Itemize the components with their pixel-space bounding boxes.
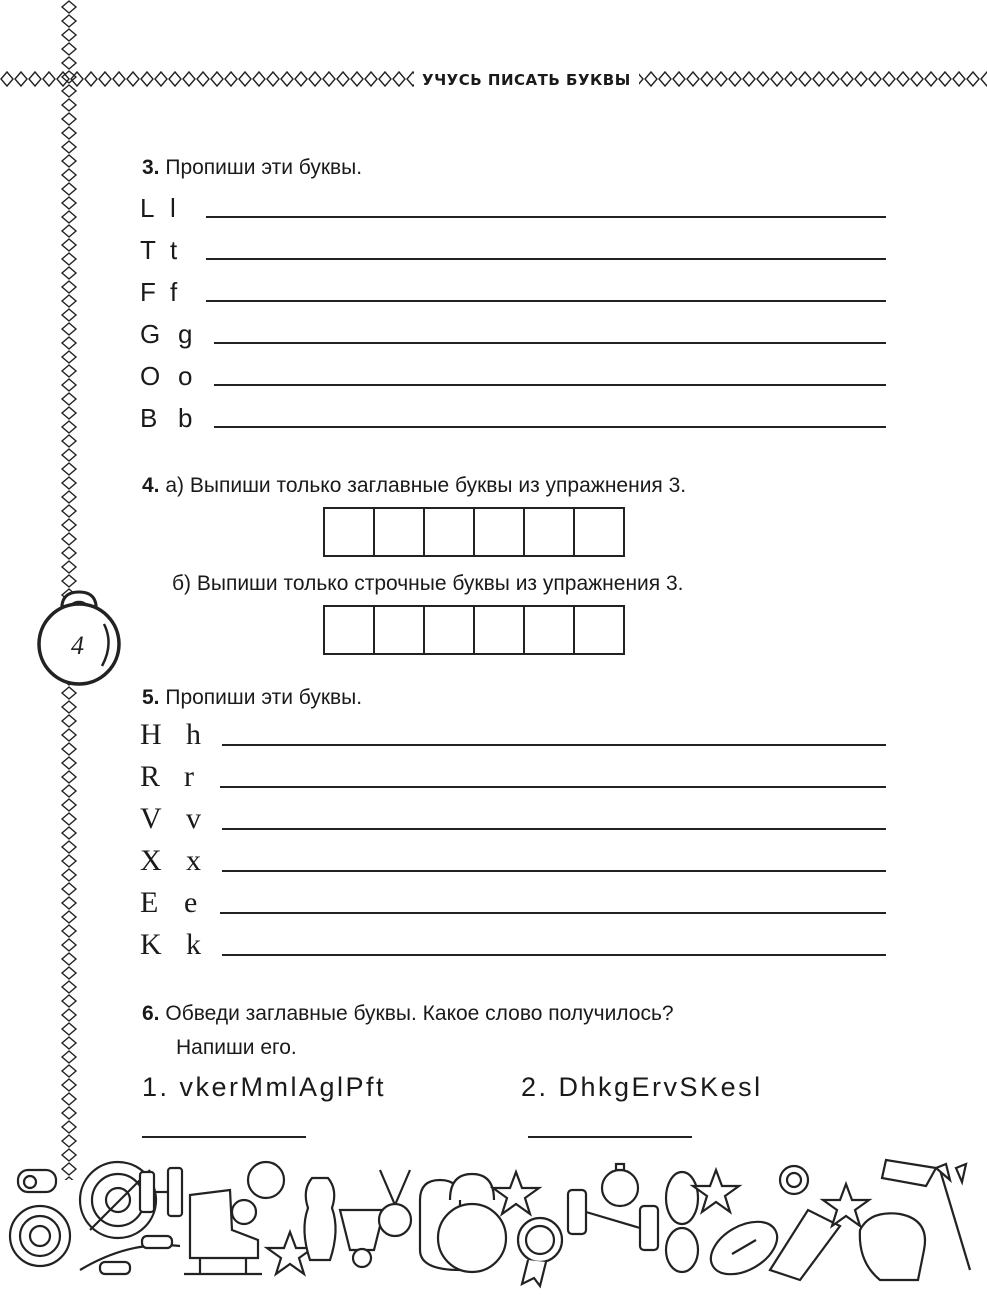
answer-box[interactable] [575,607,623,653]
writing-line[interactable] [214,426,886,428]
answer-box[interactable] [425,607,475,653]
uppercase-letter: E [140,886,159,919]
uppercase-letter: K [140,928,162,961]
uppercase-letter: G [140,319,161,349]
uppercase-letter: H [140,718,162,751]
exercise-4-title [142,474,686,498]
bowling-pin-icon [304,1178,335,1260]
uppercase-letter: T [140,235,156,265]
flipper-icon [770,1210,840,1280]
writing-row [140,316,886,350]
writing-row [140,844,886,878]
exercise-4a-text: а) Выпиши только заглавные буквы из упражнения 3. [165,474,687,497]
writing-line[interactable] [222,828,886,830]
answer-box[interactable] [325,607,375,653]
writing-line[interactable] [220,912,886,914]
answer-box[interactable] [525,509,575,555]
answer-box[interactable] [375,607,425,653]
uppercase-letter: R [140,760,161,793]
writing-row [140,886,886,920]
dart-icon [936,1164,970,1270]
lowercase-letter: e [184,886,198,919]
exercise-6-text: Обведи заглавные буквы. Какое слово получилось? [165,1002,674,1025]
uppercase-answer-boxes [323,507,625,557]
exercise-3-number: 3. [142,156,160,179]
writing-line[interactable] [222,870,886,872]
medal-icon [379,1170,411,1236]
lowercase-letter: b [178,403,193,433]
lowercase-letter: v [186,802,201,835]
page-number: 4 [71,631,84,660]
writing-line[interactable] [206,258,886,260]
writing-row [140,400,886,434]
lowercase-letter: h [186,718,201,751]
whistle-icon [18,1170,56,1192]
writing-row [140,928,886,962]
writing-line[interactable] [206,216,886,218]
shuttlecock-icon [340,1210,384,1267]
boxing-glove-icon [860,1213,925,1280]
stopwatch-icon [602,1164,638,1206]
answer-box[interactable] [425,509,475,555]
uppercase-letter: B [140,403,158,433]
writing-line[interactable] [220,786,886,788]
jump-rope-icon [80,1236,180,1274]
writing-row [140,760,886,794]
kettlebell-page-number-icon [24,582,134,692]
exercise-4b-text: б) Выпиши только строчные буквы из упражнения 3. [172,572,684,595]
lowercase-letter: g [178,319,193,349]
lowercase-letter: l [170,193,176,223]
lowercase-letter: o [178,361,193,391]
lowercase-letter: k [186,928,201,961]
writing-row [140,190,886,224]
exercise-5-text: Пропиши эти буквы. [165,686,363,709]
ball-icon [232,1200,256,1224]
exercise-4-number: 4. [142,474,160,497]
exercise-6-number: 6. [142,1002,160,1025]
writing-row [140,802,886,836]
uppercase-letter: X [140,844,162,877]
answer-box[interactable] [475,509,525,555]
answer-box[interactable] [575,509,623,555]
answer-box[interactable] [475,607,525,653]
writing-row [140,232,886,266]
answer-line-2[interactable] [528,1136,692,1138]
lowercase-letter: x [186,844,201,877]
exercise-6-title [142,1002,674,1026]
lowercase-letter: t [170,235,178,265]
lowercase-answer-boxes [323,605,625,655]
letter-sequence-2: 2. DhkgErvSKesl [521,1072,763,1102]
exercise-3-text: Пропиши эти буквы. [165,156,363,179]
answer-box[interactable] [525,607,575,653]
star-icon [493,1172,539,1214]
uppercase-letter: O [140,361,161,391]
sports-doodles-footer [0,1150,987,1290]
lowercase-letter: r [184,760,194,793]
answer-box[interactable] [325,509,375,555]
football-icon [702,1211,786,1285]
uppercase-letter: V [140,802,162,835]
spiral-icon [10,1206,70,1266]
writing-row [140,718,886,752]
writing-line[interactable] [222,954,886,956]
answer-box[interactable] [375,509,425,555]
uppercase-letter: F [140,277,156,307]
uppercase-letter: L [140,193,155,223]
writing-row [140,358,886,392]
spiral-icon [780,1166,808,1194]
writing-line[interactable] [222,744,886,746]
writing-line[interactable] [214,342,886,344]
star-icon [693,1170,739,1212]
exercise-5-title [142,686,362,710]
award-ribbon-icon [518,1218,562,1286]
page-header-title: УЧУСЬ ПИСАТЬ БУКВЫ [414,70,639,90]
dumbbell-icon [140,1168,182,1216]
exercise-6-text-line2: Напиши его. [176,1036,297,1059]
writing-row [140,274,886,308]
lowercase-letter: f [170,277,178,307]
exercise-5-number: 5. [142,686,160,709]
letter-sequence-1: 1. vkerMmlAglPft [142,1072,387,1102]
writing-line[interactable] [214,384,886,386]
exercise-3-title [142,156,362,180]
tennis-ball-icon [248,1162,284,1198]
writing-line[interactable] [206,300,886,302]
answer-line-1[interactable] [142,1136,306,1138]
star-icon [823,1184,869,1226]
ribbon-icon [882,1160,936,1186]
